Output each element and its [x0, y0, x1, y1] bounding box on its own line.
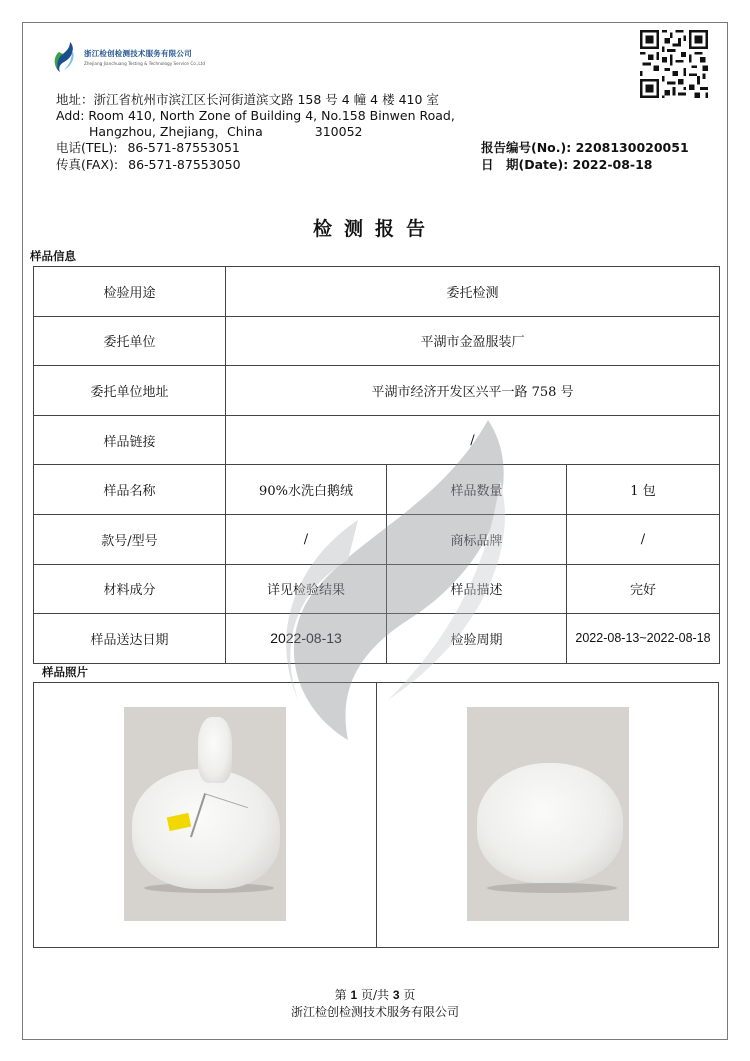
sample-qty-value: 1 包	[567, 465, 720, 515]
address-zip: 310052	[314, 124, 363, 139]
purpose-label: 检验用途	[34, 267, 226, 317]
model-label: 款号/型号	[34, 514, 226, 564]
table-row	[34, 366, 720, 416]
fax-label: 传真(FAX):	[56, 157, 119, 172]
address-city: Hangzhou, Zhejiang，China	[89, 124, 263, 139]
client-address-label: 委托单位地址	[34, 366, 226, 416]
sample-photo-box	[33, 682, 719, 948]
test-period-value: 2022-08-13~2022-08-18	[567, 614, 720, 664]
model-value: /	[226, 514, 387, 564]
fax-value: 86-571-87553050	[128, 157, 241, 172]
table-row	[34, 514, 720, 564]
sample-photo-2	[467, 707, 629, 921]
tel-value: 86-571-87553051	[127, 140, 240, 155]
photo-cell-1	[34, 683, 376, 947]
telephone	[56, 140, 240, 156]
company-name-cn: 浙江检创检测技术服务有限公司	[84, 49, 192, 58]
company-logo	[50, 40, 205, 74]
report-date: 日 期(Date): 2022-08-18	[481, 157, 653, 172]
sample-qty-label: 样品数量	[387, 465, 567, 515]
table-row	[34, 465, 720, 515]
address-en-line1: Add: Room 410, North Zone of Building 4, No.158 Binwen Road,	[56, 108, 455, 123]
test-period-label: 检验周期	[387, 614, 567, 664]
tel-label: 电话(TEL):	[56, 140, 118, 155]
page-title: 检测报告	[312, 218, 437, 240]
sample-name-value: 90%水洗白鹅绒	[226, 465, 387, 515]
fax	[56, 157, 241, 173]
sample-photo-1	[124, 707, 286, 921]
sample-info-table	[33, 266, 720, 664]
table-row	[34, 316, 720, 366]
delivery-date-label: 样品送达日期	[34, 614, 226, 664]
sample-link-label: 样品链接	[34, 415, 226, 465]
sample-link-value: /	[226, 415, 720, 465]
client-address-value: 平湖市经济开发区兴平一路 758 号	[226, 366, 720, 416]
brand-label: 商标品牌	[387, 514, 567, 564]
company-name-en: Zhejiang Jianchuang Testing & Technology Service Co.,Ltd	[84, 61, 206, 66]
table-row	[34, 614, 720, 664]
page-number	[0, 986, 750, 1003]
report-number: 报告编号(No.): 2208130020051	[481, 140, 689, 155]
material-label: 材料成分	[34, 564, 226, 614]
sample-desc-label: 样品描述	[387, 564, 567, 614]
sample-photo-label: 样品照片	[42, 665, 88, 679]
client-label: 委托单位	[34, 316, 226, 366]
sample-desc-value: 完好	[567, 564, 720, 614]
client-value: 平湖市金盈服装厂	[226, 316, 720, 366]
sample-name-label: 样品名称	[34, 465, 226, 515]
address-cn: 地址：浙江省杭州市滨江区长河街道滨文路 158 号 4 幢 4 楼 410 室	[56, 92, 439, 107]
page-suffix: 页	[403, 988, 416, 1002]
purpose-value: 委托检测	[226, 267, 720, 317]
material-value: 详见检验结果	[226, 564, 387, 614]
table-row	[34, 564, 720, 614]
company-logo-icon	[50, 40, 80, 74]
page-prefix: 第	[334, 988, 347, 1002]
page-current: 1	[350, 988, 358, 1002]
page-mid: 页/共	[360, 988, 390, 1002]
qr-code-icon	[640, 30, 708, 98]
address-en-line2	[89, 124, 362, 140]
brand-value: /	[567, 514, 720, 564]
sample-info-label: 样品信息	[30, 249, 76, 263]
table-row	[34, 267, 720, 317]
page-total: 3	[392, 988, 400, 1002]
photo-cell-2	[376, 683, 718, 947]
delivery-date-value: 2022-08-13	[226, 614, 387, 664]
table-row	[34, 415, 720, 465]
footer-company: 浙江检创检测技术服务有限公司	[290, 1005, 459, 1019]
